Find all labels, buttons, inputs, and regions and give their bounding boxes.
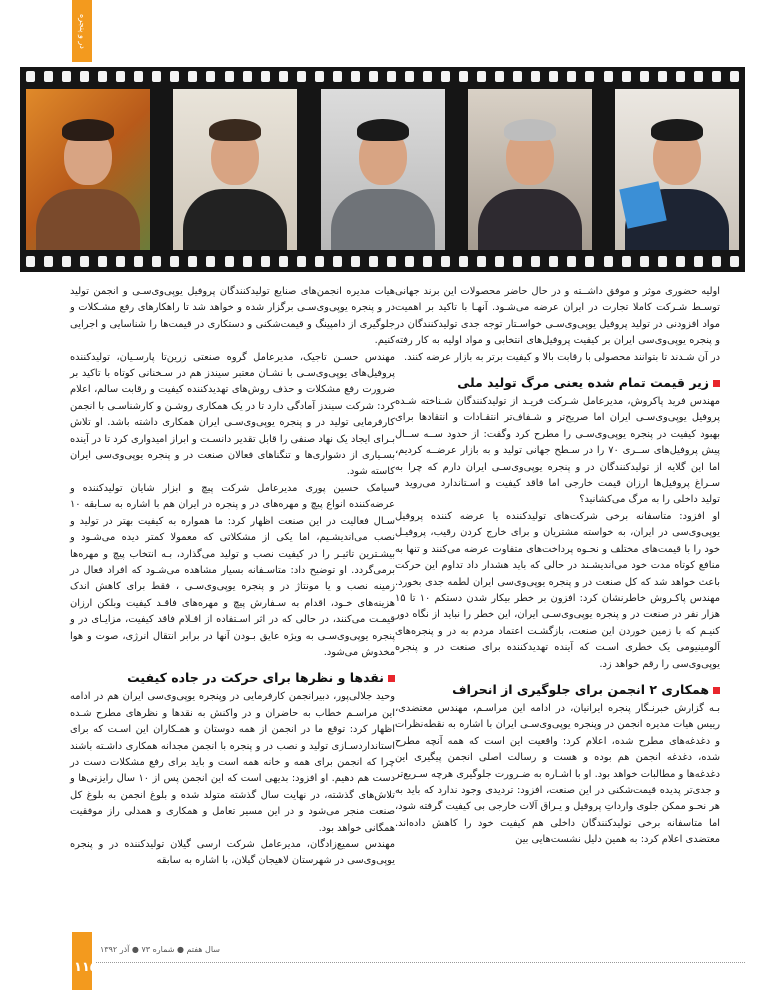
bullet-square-icon xyxy=(713,380,720,387)
issue-info: سال هفتم ● شماره ۷۳ ● آذر ۱۳۹۲ xyxy=(100,945,220,954)
section-heading xyxy=(70,668,395,688)
section-heading xyxy=(395,680,720,700)
paragraph: مهندس حسـن تاجیک، مدیرعامل گروه صنعتی زرین‌تا پارسـیان، تولیدکننده پروفیل‌های یوپی‌وی‌سـی با نشـان معتبر سیندز هم در سـخنانی کوتاه با تاکید بر ضرورت رفع مشکلات و حذف روش‌های تهدیدکننده کیفیت و رقابت سالم، اعلام کرد: شرکت سیندز آمادگی دارد تا در یک همکاری روشـن و کارشناسـی با انجمن کارفرمایی تولید در و پنجره یوپی‌وی‌سـی ایران همکاری داشته باشد. او تلاش بـرای ایجاد یک نهاد صنفی را قابل تقدیر دانسـت و ابراز امیدواری کرد تا در آینده بسـیاری از دشواری‌ها و تنگناهای فعالان صنعت در و پنجره یوپی‌وی‌سی ایران کاسته شود. xyxy=(70,351,395,478)
section-heading xyxy=(395,373,720,393)
paragraph: مهندس سمیع‌زادگان، مدیرعامل شرکت ارسی گیلان تولیدکننده در و پنجره یوپی‌وی‌سی در شهرستان لاهیجان گیلان، با اشاره به سابقه xyxy=(70,839,395,867)
bullet-square-icon xyxy=(388,675,395,682)
photo-frame-5 xyxy=(615,89,739,250)
paragraph: او افزود: متاسفانه برخی شرکت‌های تولیدکننده یا عرضه کننده پروفیل یوپی‌وی‌سی در ایران، به خواسته مشتریان و برای خارج کردن رقیب، پروفیـل خود را با قیمت‌های مختلف و نحـوه پرداخت‌های متفاوت عرضه می‌کنند و تنها به منافع کوتاه مدت خود می‌اندیشـند در حالی که باید هشدار داد تداوم این حرکت باعث خواهد شد که کل صنعت در و پنجره یوپی‌وی‌سی ایران لطمه جدی بخورد. مهندس پاکـروش خاطرنشان کرد: افزون بر خطر بیکار شدن دستکم ۱۰ تا ۱۵ هزار نفر در صنعت در و پنجره یوپی‌وی‌سـی ایران، این خطر را نباید از نگاه دور کنیـم که با زمین خوردن این صنعت، بازگشـت اعتماد مردم به در و پنجره‌های آلومینیومی یک خطری اسـت که آینده تهدیدکننده برای صنعت در و پنجره یوپی‌وی‌سی را رقم خواهد زد. xyxy=(395,510,720,670)
paragraph: هیات مدیره انجمن‌های صنایع تولیدکنندگان پروفیل یوپی‌وی‌سـی و انجمن تولید در و پنجره یوپی‌وی‌سـی برگزار شده و خواهد شد تا راهکارهای رفع مشـکلات و جلوگیری از دامپینگ و قیمت‌شکنی و دستکاری در قیمت‌ها را شناسایی و اجرایی کنیم. xyxy=(70,286,395,347)
film-sprockets-bottom xyxy=(20,256,745,268)
paragraph: اولیه حضوری موثر و موفق داشــته و در حال حاضر محصولات این برند جهانی توسـط شـرکت کاملا تجارت در ایران عرضه می‌شـود. آنهـا با تاکید بر اهمیت مواد افزودنی در تولید پروفیل یوپی‌وی‌سـی خواسـتار توجه جدی تولیدکنندگان در و پنجره یوپی‌وی‌سی ایران بر کیفیت پروفیل‌های انتخابی و مواد اولیه به کار رفته در آن شـدند تا بتوانند محصولی با رقابت بالا و کیفیت برتر به بازار عرضه کنند. xyxy=(395,286,720,363)
footer-divider xyxy=(96,962,745,963)
bullet-square-icon xyxy=(713,687,720,694)
film-strip-photos xyxy=(20,67,745,272)
paragraph: مهندس فرید پاکروش، مدیرعامل شـرکت فریـد از تولیدکنندگان شـناخته شـده پروفیل یوپی‌وی‌سـی ایران اما صریح‌تر و شـفاف‌تر انتقـادات و انتقادها برای بهبود کیفیت در پنجره یوپی‌وی‌سـی را مطرح کرد وگفت: از حدود ســه ســال پیش پروفیل‌های ســری ۷۰ را در سـطح جهانی تولید و به بازار عرضــه کردیم، اما این گلایه از تولیدکنندگان در و پنجره یوپی‌وی‌سـی ایران دارم که چرا به سـراغ پروفیل‌ها ارزان قیمت خارجی اما فاقد کیفیت و اسـتاندارد می‌روید و تولید داخلی را به مرگ می‌کشانید؟ xyxy=(395,396,720,506)
section-tab xyxy=(72,0,92,62)
paragraph: وحید جلالی‌پور، دبیرانجمن کارفرمایی در وپنجره یوپی‌وی‌سی ایران هم در ادامه این مراسـم خطاب به حاضران و در واکنش به نقدها و نظرهای مطرح شـده اظهار کرد: توقع ما در انجمن از همه دوستان و همـکاران این اسـت که برای استانداردسـازی تولید و نصب در و پنجره با انجمن مجدانه همکاری داشـته باشند چرا که انجمن برای همه و خانه همه است و باید برای رفع مشکلات دست در دست هم دهیم. او افزود: بدیهی است که این انجمن پس از ۱۰ سال رایزنی‌ها و تلاش‌های گذشته، در نهایت سال گذشته متولد شده و بلوغ انجمن به بلوغ کل صنعت منجر می‌شود و در این مسیر تعامل و همکاری و همدلی راز موفقیت همگانی خواهد بود. xyxy=(70,691,395,834)
article-column-right xyxy=(395,284,720,849)
film-sprockets-top xyxy=(20,71,745,83)
photo-frame-4 xyxy=(468,89,592,250)
photo-frame-2 xyxy=(173,89,297,250)
paragraph: بـه گزارش خبرنـگار پنجره ایرانیان، در ادامه این مراسـم، مهندس معتضدی، رییس هیات مدیره انجمن در وپنجره یوپی‌وی‌سـی ایران با اشاره به نقطه‌نظرات و دغدغه‌های مطرح شده، اعلام کرد: واقعیت این است که همه آنچه مطرح شده، دغدغه انجمن هم بوده و هست و رسالت اصلی انجمن پیگیری این دغدغه‌ها و مطالبات خواهد بود. او با اشـاره به ضـرورت جلوگیری هرچه سـریع‌تر و جدی‌تر پدیده قیمت‌شکنی در این صنعت، افزود: تردیدی وجود ندارد که باید به هر نحـو ممکن جلوی وارداتِ پروفیل و یـراق آلات خارجی بی کیفیت گرفته شود، اما متاسفانه برخی تولیدکنندگان داخلی هم کیفیت خود را کاهش داده‌اند. معتضدی اعلام کرد: به همین دلیل نشست‌هایی بین xyxy=(395,702,720,846)
article-column-left xyxy=(70,284,395,870)
heading-text: همکاری ۲ انجمن برای جلوگیری از انحراف xyxy=(452,681,709,697)
section-tab-label: در و پنجره xyxy=(78,13,87,49)
photo-frame-1 xyxy=(26,89,150,250)
page-number: ۱۱۵ xyxy=(74,960,98,975)
heading-text: زیر قیمت تمام شده یعنی مرگ تولید ملی xyxy=(457,375,709,391)
photo-frame-3 xyxy=(321,89,445,250)
heading-text: نقدها و نظرها برای حرکت در جاده کیفیت xyxy=(127,670,384,686)
paragraph: سیامک حسین پوری مدیرعامل شرکت پیچ و ابزار شایان تولیدکننده و عرضه‌کننده انواع پیچ و مهره‌های در و پنجره در ایران هم با اشاره به سـابقه ۱۰ سـال فعالیت در این صنعت اظهار کرد: ما همواره به کیفیت بهتر در تولید و نصب می‌اندیشـیم، اما یکی از مشکلاتی که معمولا کمتر دیده می‌شـود و بیشـترین تاثیـر را در کیفیت نصب و تولید می‌گذارد، بـه انتخاب پیچ و مهره‌ها برمی‌گردد. او توضیح داد: متاسـفانه بسیار مشاهده می‌شـود که افراد فعال در زمینه نصب و یا مونتاژ در و پنجره یوپی‌وی‌سـی ، فقط برای کاهش اندک هزینه‌های خـود، اقدام به سـفارش پیچ و مهره‌های فاقـد کیفیت وبلکن ارزان قیمـت می‌کنند، در حالی که در اثر اسـتفاده از اقـلام فاقد کیفیت، مزایـای در و پنجره یوپی‌وی‌سـی به ویژه عایق بـودن آنها در برابر انتقال انرژی، صوت و هوا مخدوش می‌شود. xyxy=(70,482,395,658)
